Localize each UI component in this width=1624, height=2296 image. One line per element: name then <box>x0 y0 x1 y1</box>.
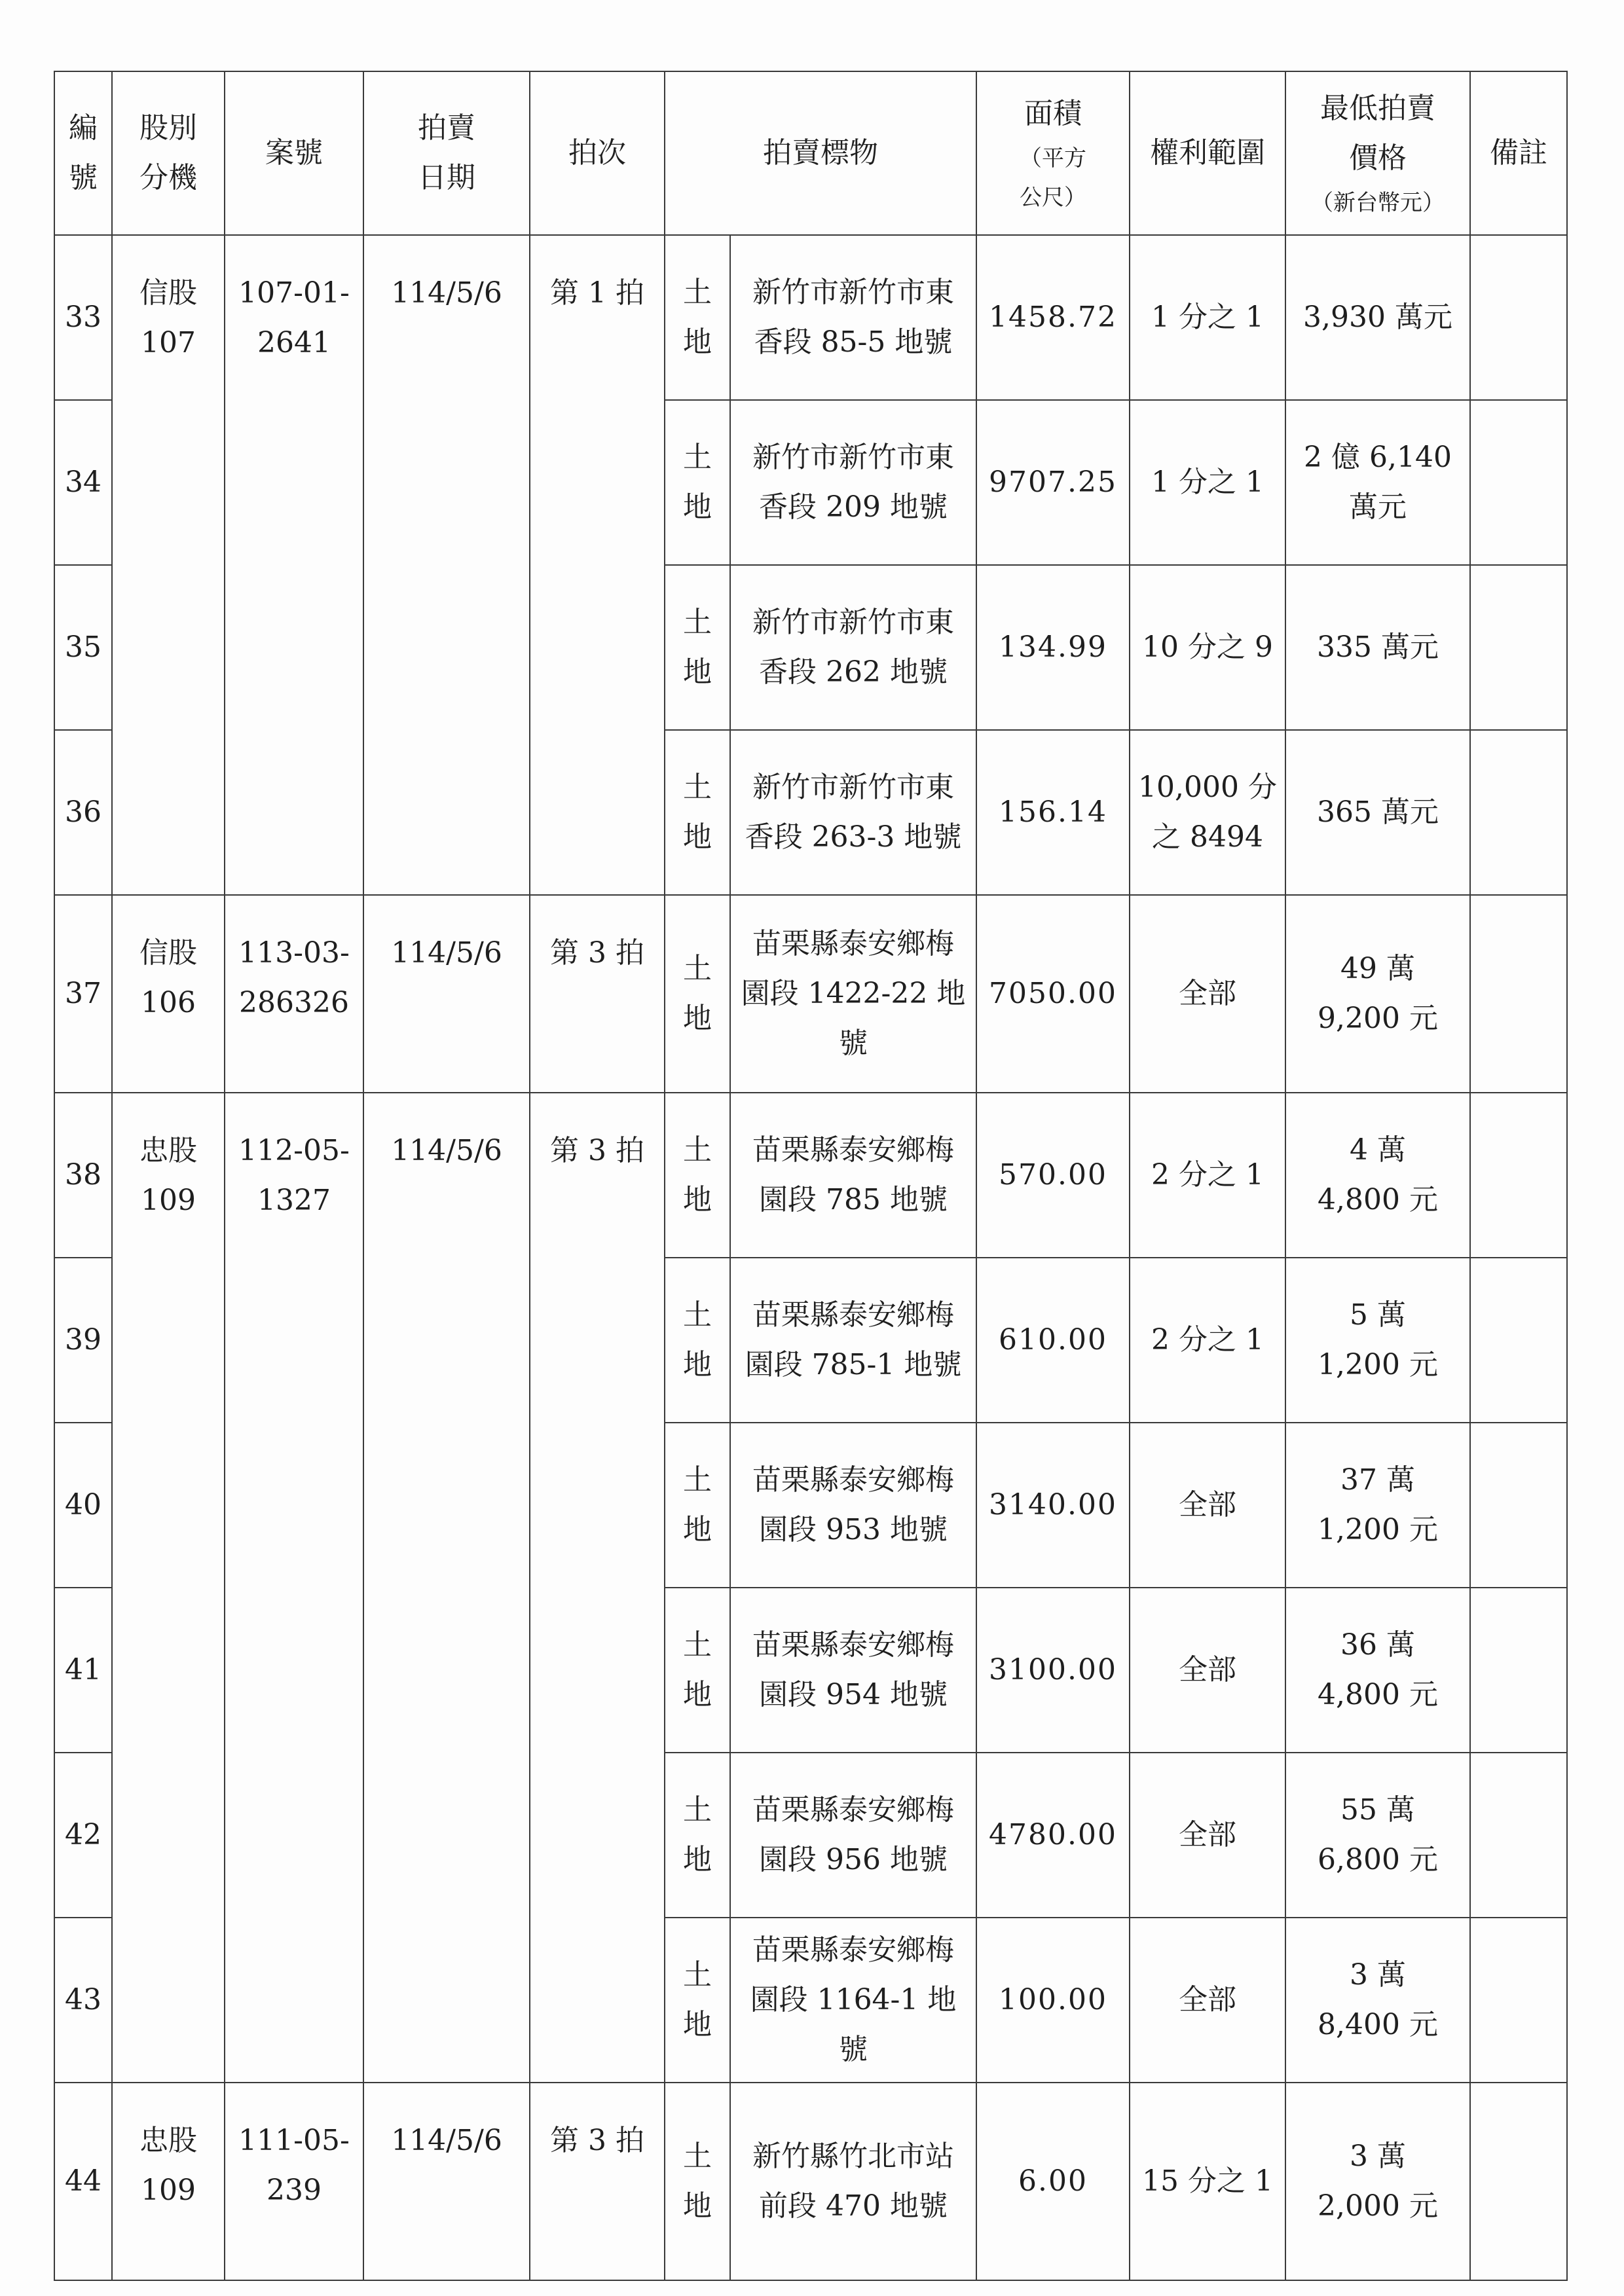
minimum-price-line: 3,930 萬元 <box>1303 301 1452 334</box>
rights-scope-line: 全部 <box>1179 1653 1236 1686</box>
note-cell <box>1470 730 1567 895</box>
item-description-line: 苗栗縣泰安鄉梅 <box>752 1463 954 1497</box>
area-cell: 3100.00 <box>976 1588 1130 1753</box>
item-description-line: 苗栗縣泰安鄉梅 <box>752 1133 954 1167</box>
minimum-price-cell <box>1285 2083 1470 2280</box>
item-type-cell <box>665 1423 730 1588</box>
case-number-cell <box>225 1093 363 2083</box>
auction-round: 第 1 拍 <box>550 276 644 310</box>
item-type-char: 土 <box>683 606 712 639</box>
minimum-price-line: 37 萬 <box>1340 1463 1415 1497</box>
item-description-line: 新竹縣竹北市站 <box>752 2140 954 2173</box>
item-type-char: 地 <box>683 325 712 359</box>
item-description-line: 苗栗縣泰安鄉梅 <box>752 1628 954 1662</box>
area-cell: 610.00 <box>976 1258 1130 1423</box>
case-number-line: 239 <box>267 2174 322 2207</box>
rights-scope-line: 全部 <box>1179 1818 1236 1851</box>
header-case-no: 案號 <box>225 71 363 235</box>
row-number: 35 <box>54 565 112 730</box>
item-type-cell <box>665 1258 730 1423</box>
row-number: 37 <box>54 895 112 1093</box>
item-description-line: 苗栗縣泰安鄉梅 <box>752 1298 954 1332</box>
minimum-price-line: 9,200 元 <box>1318 1002 1438 1035</box>
item-description-line: 號 <box>839 1027 868 1060</box>
item-description-line: 園段 953 地號 <box>759 1513 948 1546</box>
row-number: 34 <box>54 400 112 565</box>
item-description-line: 園段 1422-22 地 <box>741 977 966 1010</box>
area-cell: 1458.72 <box>976 235 1130 400</box>
division-cell <box>112 235 225 895</box>
item-type-cell <box>665 1918 730 2083</box>
auction-date: 114/5/6 <box>391 1134 502 1167</box>
item-description-cell <box>730 235 976 400</box>
table-row <box>54 895 1567 1093</box>
item-description-line: 新竹市新竹市東 <box>752 276 954 309</box>
area-cell: 134.99 <box>976 565 1130 730</box>
item-description-line: 新竹市新竹市東 <box>752 606 954 639</box>
row-number: 41 <box>54 1588 112 1753</box>
area-cell: 7050.00 <box>976 895 1130 1093</box>
division-cell <box>112 2083 225 2280</box>
minimum-price-line: 2,000 元 <box>1318 2189 1438 2223</box>
auction-round-cell <box>530 2083 665 2280</box>
division-line: 107 <box>141 326 196 359</box>
minimum-price-line: 1,200 元 <box>1318 1348 1438 1381</box>
auction-round: 第 3 拍 <box>550 1134 644 1167</box>
item-description-line: 香段 263-3 地號 <box>745 820 962 854</box>
item-type-char: 土 <box>683 276 712 309</box>
minimum-price-line: 6,800 元 <box>1318 1843 1438 1876</box>
item-type-char: 地 <box>683 2008 712 2041</box>
minimum-price-cell <box>1285 400 1470 565</box>
rights-scope-cell <box>1130 1423 1285 1588</box>
minimum-price-line: 36 萬 <box>1340 1628 1415 1662</box>
area-cell: 6.00 <box>976 2083 1130 2280</box>
note-cell <box>1470 1258 1567 1423</box>
item-description-cell <box>730 1588 976 1753</box>
area-cell: 100.00 <box>976 1918 1130 2083</box>
area-cell: 9707.25 <box>976 400 1130 565</box>
header-date: 拍賣 日期 <box>363 71 530 235</box>
item-type-char: 地 <box>683 1513 712 1546</box>
item-type-char: 地 <box>683 1002 712 1035</box>
minimum-price-cell <box>1285 1423 1470 1588</box>
item-description-line: 園段 1164-1 地 <box>750 1983 957 2016</box>
case-number-cell <box>225 2083 363 2280</box>
rights-scope-line: 全部 <box>1179 1983 1236 2016</box>
rights-scope-cell <box>1130 565 1285 730</box>
note-cell <box>1470 565 1567 730</box>
item-description-cell <box>730 1423 976 1588</box>
header-division: 股別 分機 <box>112 71 225 235</box>
item-description-cell <box>730 1753 976 1918</box>
item-description-line: 香段 85-5 地號 <box>754 325 953 359</box>
note-cell <box>1470 2083 1567 2280</box>
item-type-char: 土 <box>683 1628 712 1662</box>
table-row <box>54 2083 1567 2280</box>
rights-scope-cell <box>1130 1753 1285 1918</box>
item-description-cell <box>730 565 976 730</box>
item-type-cell <box>665 1588 730 1753</box>
division-cell <box>112 895 225 1093</box>
rights-scope-cell <box>1130 1588 1285 1753</box>
item-description-cell <box>730 730 976 895</box>
item-type-cell <box>665 1093 730 1258</box>
header-note: 備註 <box>1470 71 1567 235</box>
auction-date-cell <box>363 895 530 1093</box>
header-scope: 權利範圍 <box>1130 71 1285 235</box>
minimum-price-cell <box>1285 1093 1470 1258</box>
minimum-price-cell <box>1285 1588 1470 1753</box>
row-number: 33 <box>54 235 112 400</box>
auction-date: 114/5/6 <box>391 2124 502 2157</box>
row-number: 42 <box>54 1753 112 1918</box>
minimum-price-cell <box>1285 565 1470 730</box>
rights-scope-cell <box>1130 2083 1285 2280</box>
item-type-char: 土 <box>683 441 712 474</box>
item-type-char: 土 <box>683 1958 712 1992</box>
area-cell: 4780.00 <box>976 1753 1130 1918</box>
row-number: 36 <box>54 730 112 895</box>
minimum-price-cell <box>1285 1258 1470 1423</box>
rights-scope-line: 1 分之 1 <box>1151 465 1264 499</box>
header-price: 最低拍賣 價格 （新台幣元） <box>1285 71 1470 235</box>
minimum-price-line: 1,200 元 <box>1318 1513 1438 1546</box>
item-description-line: 園段 785 地號 <box>759 1183 948 1216</box>
minimum-price-cell <box>1285 895 1470 1093</box>
auction-date: 114/5/6 <box>391 276 502 310</box>
minimum-price-line: 335 萬元 <box>1317 630 1439 664</box>
table-row <box>54 1093 1567 1258</box>
area-cell: 156.14 <box>976 730 1130 895</box>
item-description-line: 苗栗縣泰安鄉梅 <box>752 927 954 960</box>
auction-round-cell <box>530 235 665 895</box>
rights-scope-line: 10 分之 9 <box>1142 630 1273 664</box>
case-number-line: 113-03- <box>238 936 350 970</box>
area-cell: 3140.00 <box>976 1423 1130 1588</box>
table-row <box>54 235 1567 400</box>
item-type-char: 地 <box>683 1678 712 1711</box>
item-type-cell <box>665 730 730 895</box>
item-description-cell <box>730 895 976 1093</box>
item-type-char: 土 <box>683 952 712 985</box>
minimum-price-cell <box>1285 235 1470 400</box>
item-description-line: 號 <box>839 2033 868 2066</box>
minimum-price-cell <box>1285 730 1470 895</box>
minimum-price-cell <box>1285 1753 1470 1918</box>
division-line: 信股 <box>139 936 197 970</box>
auction-round: 第 3 拍 <box>550 936 644 970</box>
table-body <box>54 235 1567 2280</box>
minimum-price-line: 2 億 6,140 <box>1304 441 1452 474</box>
rights-scope-line: 1 分之 1 <box>1151 301 1264 334</box>
item-description-cell <box>730 2083 976 2280</box>
minimum-price-line: 8,400 元 <box>1318 2008 1438 2041</box>
rights-scope-cell <box>1130 730 1285 895</box>
note-cell <box>1470 235 1567 400</box>
rights-scope-line: 之 8494 <box>1152 820 1263 854</box>
area-cell: 570.00 <box>976 1093 1130 1258</box>
item-description-line: 新竹市新竹市東 <box>752 441 954 474</box>
rights-scope-line: 2 分之 1 <box>1151 1323 1264 1357</box>
item-type-cell <box>665 2083 730 2280</box>
auction-date-cell <box>363 2083 530 2280</box>
auction-round-cell <box>530 895 665 1093</box>
item-description-line: 園段 956 地號 <box>759 1843 948 1876</box>
rights-scope-cell <box>1130 400 1285 565</box>
case-number-cell <box>225 895 363 1093</box>
division-line: 109 <box>141 1184 196 1217</box>
division-line: 忠股 <box>139 2124 197 2157</box>
header-area: 面積 （平方 公尺） <box>976 71 1130 235</box>
note-cell <box>1470 1423 1567 1588</box>
rights-scope-line: 15 分之 1 <box>1142 2164 1273 2198</box>
item-type-char: 土 <box>683 1298 712 1332</box>
rights-scope-line: 2 分之 1 <box>1151 1158 1264 1192</box>
item-type-char: 地 <box>683 490 712 524</box>
minimum-price-cell <box>1285 1918 1470 2083</box>
item-description-line: 香段 262 地號 <box>759 655 948 689</box>
division-line: 忠股 <box>139 1134 197 1167</box>
auction-round: 第 3 拍 <box>550 2124 644 2157</box>
item-description-cell <box>730 1093 976 1258</box>
rights-scope-cell <box>1130 235 1285 400</box>
item-description-line: 香段 209 地號 <box>759 490 948 524</box>
auction-date: 114/5/6 <box>391 936 502 970</box>
item-type-char: 地 <box>683 1348 712 1381</box>
header-item: 拍賣標物 <box>665 71 976 235</box>
minimum-price-line: 49 萬 <box>1340 952 1415 985</box>
note-cell <box>1470 1588 1567 1753</box>
item-type-cell <box>665 895 730 1093</box>
division-cell <box>112 1093 225 2083</box>
item-type-char: 地 <box>683 820 712 854</box>
item-description-line: 前段 470 地號 <box>759 2189 948 2223</box>
note-cell <box>1470 1093 1567 1258</box>
row-number: 38 <box>54 1093 112 1258</box>
minimum-price-line: 4,800 元 <box>1318 1678 1438 1711</box>
case-number-line: 112-05- <box>238 1134 350 1167</box>
item-description-line: 苗栗縣泰安鄉梅 <box>752 1933 954 1967</box>
case-number-line: 286326 <box>239 986 349 1019</box>
row-number: 40 <box>54 1423 112 1588</box>
item-type-char: 地 <box>683 2189 712 2223</box>
case-number-line: 2641 <box>257 326 331 359</box>
item-description-cell <box>730 1258 976 1423</box>
item-description-cell <box>730 1918 976 2083</box>
minimum-price-line: 3 萬 <box>1350 1958 1406 1992</box>
item-type-char: 土 <box>683 1133 712 1167</box>
item-type-cell <box>665 565 730 730</box>
minimum-price-line: 萬元 <box>1349 490 1407 524</box>
item-description-cell <box>730 400 976 565</box>
rights-scope-line: 10,000 分 <box>1138 771 1277 804</box>
division-line: 109 <box>141 2174 196 2207</box>
item-type-cell <box>665 235 730 400</box>
item-type-char: 土 <box>683 1463 712 1497</box>
case-number-line: 111-05- <box>238 2124 350 2157</box>
auction-date-cell <box>363 1093 530 2083</box>
header-round: 拍次 <box>530 71 665 235</box>
rights-scope-cell <box>1130 1258 1285 1423</box>
division-line: 106 <box>141 986 196 1019</box>
item-type-char: 地 <box>683 655 712 689</box>
item-description-line: 園段 954 地號 <box>759 1678 948 1711</box>
item-description-line: 苗栗縣泰安鄉梅 <box>752 1793 954 1827</box>
rights-scope-cell <box>1130 1918 1285 2083</box>
item-type-char: 土 <box>683 1793 712 1827</box>
auction-table <box>54 71 1568 2281</box>
case-number-line: 1327 <box>257 1184 331 1217</box>
auction-date-cell <box>363 235 530 895</box>
item-type-cell <box>665 1753 730 1918</box>
item-type-char: 土 <box>683 771 712 804</box>
note-cell <box>1470 1918 1567 2083</box>
minimum-price-line: 55 萬 <box>1340 1793 1415 1827</box>
minimum-price-line: 4,800 元 <box>1318 1183 1438 1216</box>
row-number: 39 <box>54 1258 112 1423</box>
auction-round-cell <box>530 1093 665 2083</box>
note-cell <box>1470 895 1567 1093</box>
item-description-line: 園段 785-1 地號 <box>745 1348 962 1381</box>
division-line: 信股 <box>139 276 197 310</box>
minimum-price-line: 5 萬 <box>1350 1298 1406 1332</box>
header-no: 編 號 <box>54 71 112 235</box>
item-description-line: 新竹市新竹市東 <box>752 771 954 804</box>
rights-scope-line: 全部 <box>1179 1488 1236 1522</box>
row-number: 44 <box>54 2083 112 2280</box>
rights-scope-line: 全部 <box>1179 977 1236 1010</box>
minimum-price-line: 4 萬 <box>1350 1133 1406 1167</box>
rights-scope-cell <box>1130 895 1285 1093</box>
minimum-price-line: 3 萬 <box>1350 2140 1406 2173</box>
minimum-price-line: 365 萬元 <box>1317 795 1439 829</box>
note-cell <box>1470 1753 1567 1918</box>
row-number: 43 <box>54 1918 112 2083</box>
case-number-line: 107-01- <box>238 276 350 310</box>
item-type-cell <box>665 400 730 565</box>
case-number-cell <box>225 235 363 895</box>
item-type-char: 地 <box>683 1843 712 1876</box>
note-cell <box>1470 400 1567 565</box>
header-row <box>54 71 1567 235</box>
rights-scope-cell <box>1130 1093 1285 1258</box>
item-type-char: 地 <box>683 1183 712 1216</box>
item-type-char: 土 <box>683 2140 712 2173</box>
